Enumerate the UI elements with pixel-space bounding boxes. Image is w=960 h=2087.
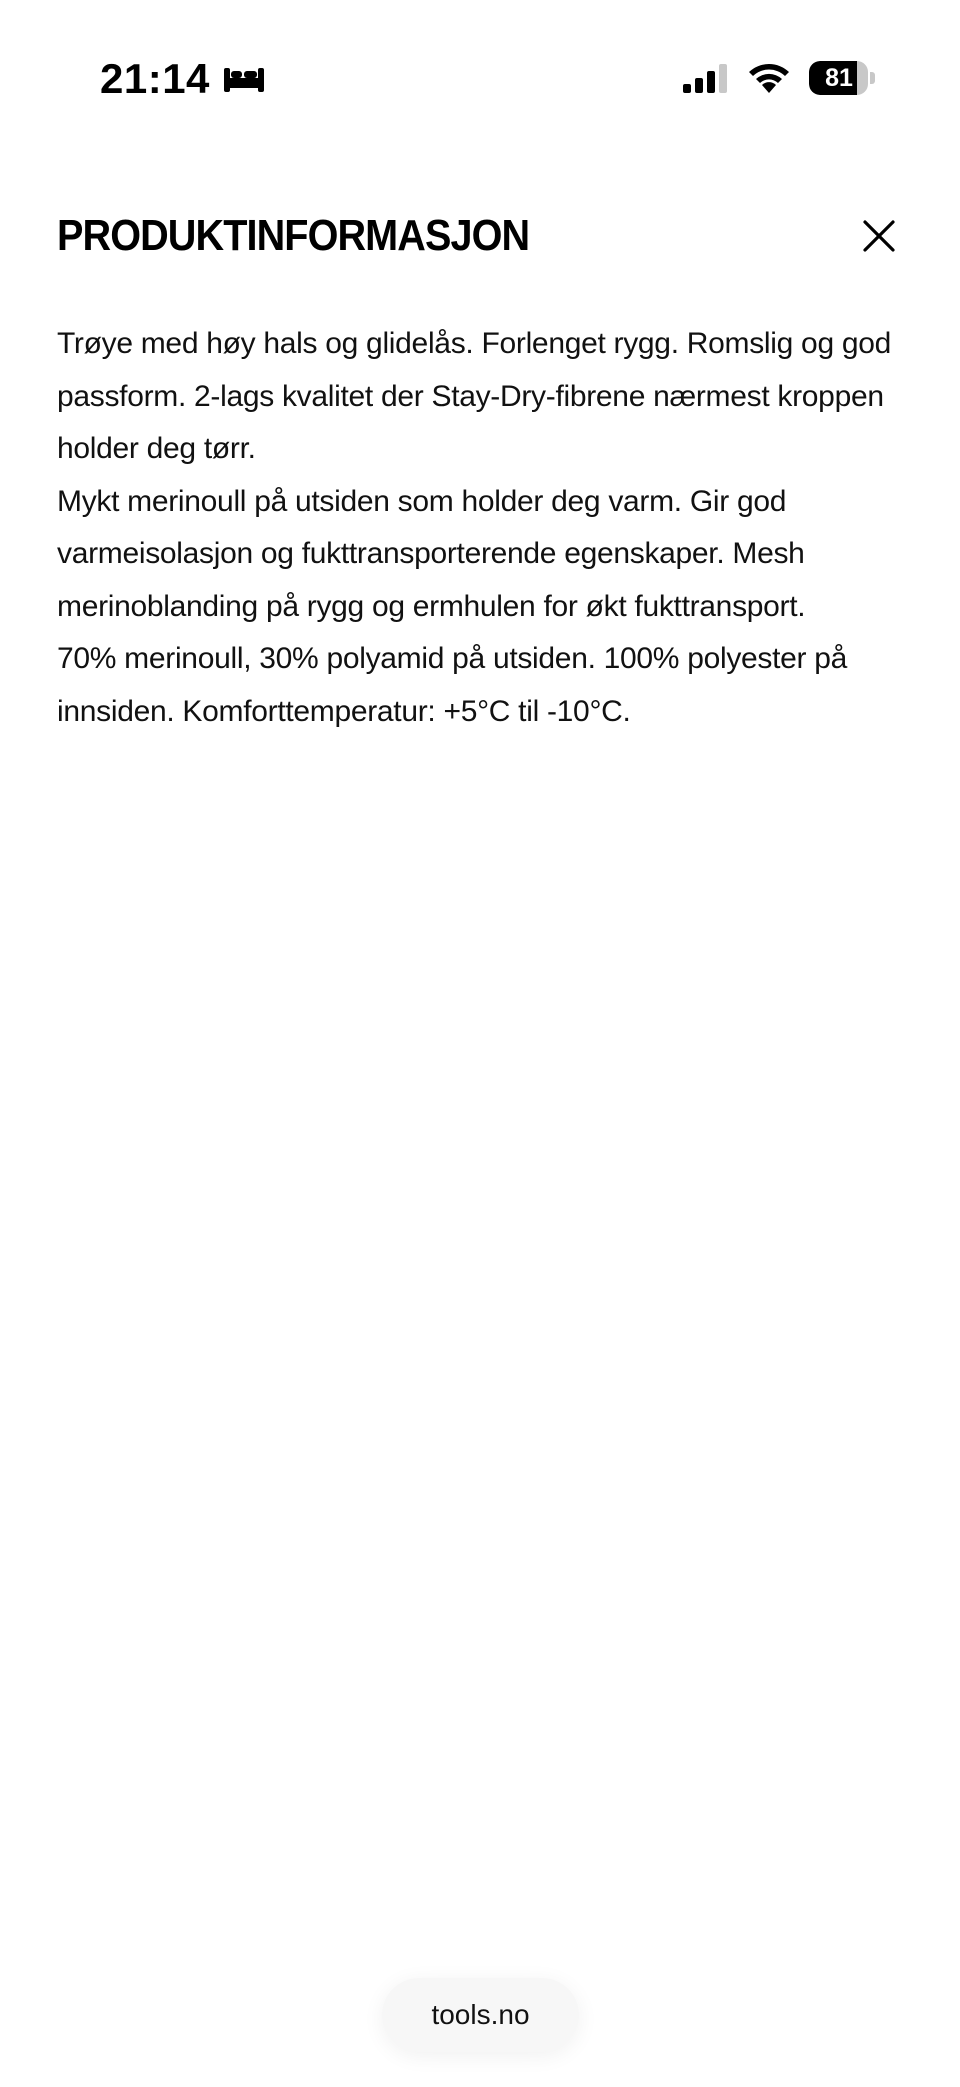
status-time: 21:14 — [100, 55, 210, 102]
battery-level: 81 — [825, 64, 853, 92]
battery-icon — [809, 61, 875, 95]
page-title: PRODUKTINFORMASJON — [57, 211, 530, 260]
description-paragraph-2: Mykt merinoull på utsiden som holder deg varm. Gir god varmeisolasjon og fukttransporterende egenskaper. Mesh merinoblanding på rygg og ermhulen for økt fukttransport. — [57, 484, 806, 623]
wifi-icon — [747, 62, 791, 94]
battery-body — [809, 61, 868, 95]
product-description — [57, 318, 903, 738]
header — [57, 200, 903, 270]
signal-icon — [681, 62, 729, 94]
status-icons — [681, 56, 875, 100]
close-icon — [862, 219, 896, 253]
url-text: tools.no — [431, 1999, 530, 2030]
url-bar[interactable] — [382, 1978, 579, 2052]
bed-icon — [222, 64, 266, 94]
battery-cap — [870, 72, 875, 84]
time-group — [100, 52, 266, 106]
close-button[interactable] — [855, 212, 903, 260]
description-paragraph-1: Trøye med høy hals og glidelås. Forlenget rygg. Romslig og god passform. 2-lags kvalitet der Stay-Dry-fibrene nærmest kroppen holder deg tørr. — [57, 327, 892, 465]
description-paragraph-3: 70% merinoull, 30% polyamid på utsiden. 100% polyester på innsiden. Komforttemperatur: +5°C til -10°C. — [57, 642, 848, 728]
status-bar — [0, 0, 960, 150]
